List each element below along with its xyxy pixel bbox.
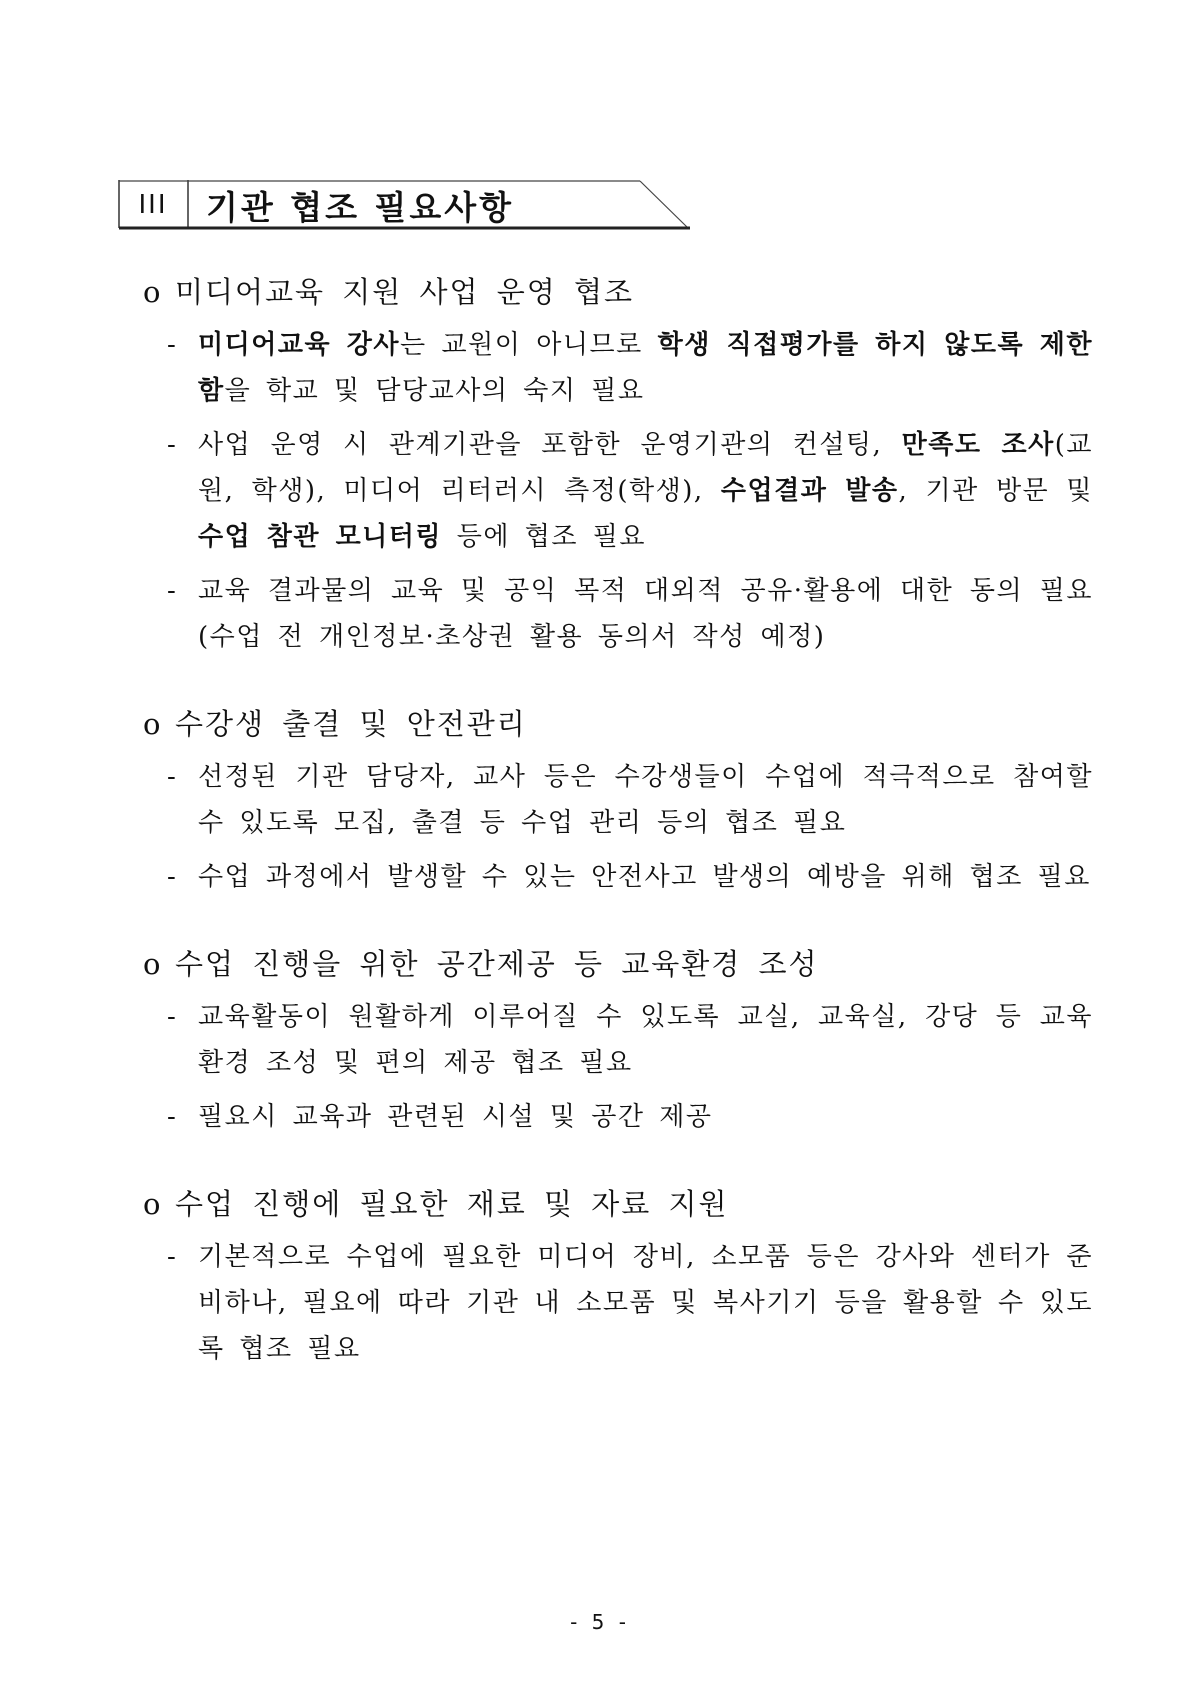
block-heading-text: 수강생 출결 및 안전관리 bbox=[175, 707, 527, 741]
item-text: 을 학교 및 담당교사의 숙지 필요 bbox=[224, 376, 645, 406]
item-text: 사업 운영 시 관계기관을 포함한 운영기관의 컨설팅, bbox=[198, 430, 902, 460]
emphasis-text: 미디어교육 강사 bbox=[198, 330, 400, 360]
section-number: III bbox=[138, 190, 168, 220]
dash-marker: - bbox=[167, 762, 178, 792]
list-item bbox=[143, 754, 1093, 846]
dash-marker: - bbox=[167, 330, 178, 360]
list-item bbox=[143, 422, 1093, 560]
content-block bbox=[143, 272, 1093, 660]
bullet-marker: o bbox=[143, 1187, 163, 1221]
item-text: 수업 과정에서 발생할 수 있는 안전사고 발생의 예방을 위해 협조 필요 bbox=[198, 862, 1091, 892]
list-item bbox=[143, 994, 1093, 1086]
block-heading bbox=[143, 704, 1093, 744]
bullet-marker: o bbox=[143, 947, 163, 981]
dash-marker: - bbox=[167, 1242, 178, 1272]
item-text: 등에 협조 필요 bbox=[442, 522, 647, 552]
emphasis-text: 수업결과 발송 bbox=[720, 476, 899, 506]
block-heading-text: 수업 진행을 위한 공간제공 등 교육환경 조성 bbox=[175, 947, 819, 981]
emphasis-text: 학생 직접평가를 하지 않도록 제한함 bbox=[198, 330, 1093, 406]
bullet-marker: o bbox=[143, 275, 163, 309]
block-heading bbox=[143, 1184, 1093, 1224]
bullet-marker: o bbox=[143, 707, 163, 741]
page-number: - 5 - bbox=[570, 1610, 630, 1634]
list-item bbox=[143, 1234, 1093, 1372]
list-item bbox=[143, 568, 1093, 660]
block-heading bbox=[143, 272, 1093, 312]
item-text: 교육활동이 원활하게 이루어질 수 있도록 교실, 교육실, 강당 등 교육환경 조성 및 편의 제공 협조 필요 bbox=[198, 1002, 1093, 1078]
item-text: 교육 결과물의 교육 및 공익 목적 대외적 공유·활용에 대한 동의 필요 (수업 전 개인정보·초상권 활용 동의서 작성 예정) bbox=[198, 576, 1093, 652]
section-header bbox=[118, 180, 698, 230]
block-heading-text: 미디어교육 지원 사업 운영 협조 bbox=[175, 275, 635, 309]
list-item bbox=[143, 322, 1093, 414]
item-text: 기본적으로 수업에 필요한 미디어 장비, 소모품 등은 강사와 센터가 준비하나, 필요에 따라 기관 내 소모품 및 복사기기 등을 활용할 수 있도록 협조 필요 bbox=[198, 1242, 1093, 1364]
dash-marker: - bbox=[167, 862, 178, 892]
item-text: (교원, 학생), 미디어 리터러시 측정(학생), bbox=[198, 430, 1093, 506]
dash-marker: - bbox=[167, 576, 178, 606]
block-heading-text: 수업 진행에 필요한 재료 및 자료 지원 bbox=[175, 1187, 729, 1221]
item-text: 필요시 교육과 관련된 시설 및 공간 제공 bbox=[198, 1102, 713, 1132]
item-text: 는 교원이 아니므로 bbox=[400, 330, 658, 360]
emphasis-text: 수업 참관 모니터링 bbox=[198, 522, 443, 552]
content-block bbox=[143, 1184, 1093, 1372]
list-item bbox=[143, 1094, 1093, 1140]
list-item bbox=[143, 854, 1093, 900]
content-block bbox=[143, 704, 1093, 900]
block-heading bbox=[143, 944, 1093, 984]
section-content bbox=[143, 272, 1093, 1416]
dash-marker: - bbox=[167, 1002, 178, 1032]
dash-marker: - bbox=[167, 430, 178, 460]
item-text: , 기관 방문 및 bbox=[898, 476, 1093, 506]
section-title: 기관 협조 필요사항 bbox=[206, 187, 515, 227]
item-text: 선정된 기관 담당자, 교사 등은 수강생들이 수업에 적극적으로 참여할 수 있도록 모집, 출결 등 수업 관리 등의 협조 필요 bbox=[198, 762, 1093, 838]
emphasis-text: 만족도 조사 bbox=[901, 430, 1055, 460]
content-block bbox=[143, 944, 1093, 1140]
dash-marker: - bbox=[167, 1102, 178, 1132]
